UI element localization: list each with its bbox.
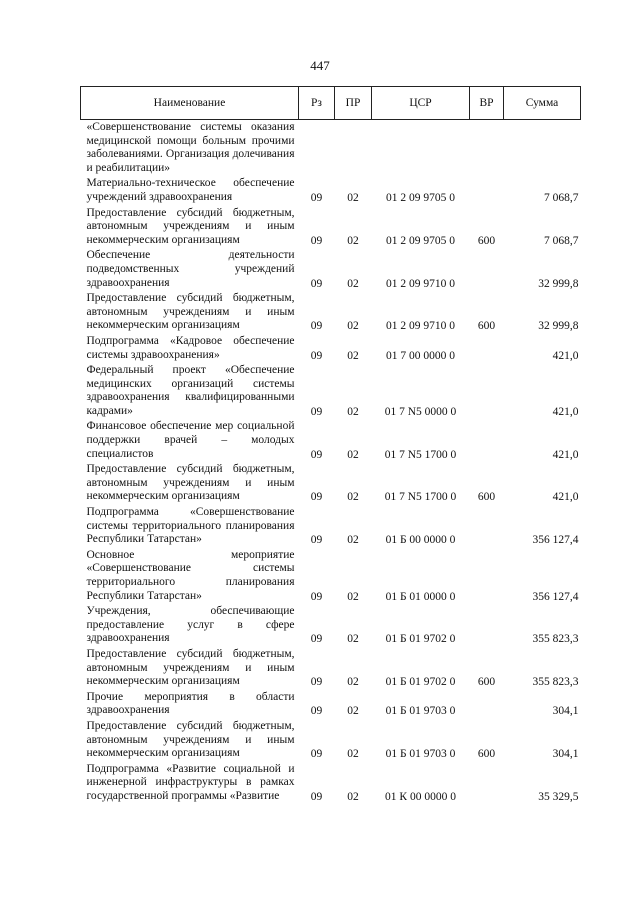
cell-csr: 01 7 N5 1700 0 <box>384 491 457 504</box>
cell-sum: 421,0 <box>552 448 579 461</box>
table-row <box>81 291 581 334</box>
cell-rz: 09 <box>310 234 323 247</box>
cell-rz: 09 <box>310 405 323 418</box>
cell-name: Учреждения, обеспечивающие предоставление услуг в сфере здравоохранения <box>86 605 295 645</box>
cell-name: Прочие мероприятия в области здравоохранения <box>86 690 295 717</box>
cell-pr: 02 <box>347 191 359 204</box>
cell-rz: 09 <box>310 320 323 333</box>
table-body <box>81 120 581 805</box>
cell-pr: 02 <box>347 320 359 333</box>
cell-csr: 01 7 00 0000 0 <box>386 349 455 362</box>
cell-vr: 600 <box>477 676 496 689</box>
table-row <box>81 647 581 690</box>
table-row <box>81 334 581 363</box>
cell-vr <box>470 762 504 805</box>
cell-name: Предоставление субсидий бюджетным, автономным учреждениям и иным некоммерческим организациям <box>86 206 295 246</box>
budget-table-container <box>80 86 580 805</box>
cell-sum: 35 329,5 <box>538 790 579 803</box>
cell-name: Предоставление субсидий бюджетным, автономным учреждениям и иным некоммерческим организациям <box>86 647 295 688</box>
cell-sum: 304,1 <box>552 748 579 761</box>
cell-name: Основное мероприятие «Совершенствование системы территориального планирования Республики Татарстан» <box>86 548 295 602</box>
table-header <box>81 87 581 120</box>
cell-sum: 421,0 <box>552 405 579 418</box>
cell-vr <box>470 604 504 647</box>
cell-pr: 02 <box>347 790 359 803</box>
cell-name: Федеральный проект «Обеспечение медицинских организаций системы здравоохранения квалифицированными кадрами» <box>86 364 295 417</box>
cell-pr: 02 <box>347 405 359 418</box>
table-row <box>81 719 581 762</box>
cell-pr: 02 <box>347 590 359 603</box>
cell-name: Предоставление субсидий бюджетным, автономным учреждениям и иным некоммерческим организациям <box>86 463 295 503</box>
cell-rz: 09 <box>310 748 323 761</box>
cell-vr: 600 <box>477 748 496 761</box>
cell-csr: 01 2 09 9705 0 <box>386 234 455 247</box>
cell-csr: 01 2 09 9710 0 <box>386 320 455 333</box>
cell-vr: 600 <box>477 320 496 333</box>
cell-rz: 09 <box>310 790 323 803</box>
cell-vr: 600 <box>477 234 496 247</box>
header-csr: ЦСР <box>372 87 470 120</box>
table-row <box>81 176 581 205</box>
table-row <box>81 206 581 249</box>
cell-rz: 09 <box>310 590 323 603</box>
cell-sum: 7 068,7 <box>544 191 579 204</box>
cell-name: Подпрограмма «Совершенствование системы территориального планирования Республики Татарстан» <box>86 506 295 546</box>
cell-csr: 01 2 09 9710 0 <box>386 277 455 290</box>
cell-rz: 09 <box>310 349 323 362</box>
cell-pr: 02 <box>347 633 359 646</box>
table-row <box>81 363 581 419</box>
cell-csr: 01 К 00 0000 0 <box>385 790 456 803</box>
cell-pr <box>335 120 372 177</box>
cell-vr <box>470 690 504 719</box>
cell-csr: 01 Б 00 0000 0 <box>385 534 456 547</box>
cell-csr: 01 Б 01 9702 0 <box>385 633 456 646</box>
cell-rz: 09 <box>310 534 323 547</box>
table-row <box>81 248 581 291</box>
table-row <box>81 419 581 462</box>
cell-vr <box>470 176 504 205</box>
cell-csr: 01 7 N5 0000 0 <box>384 405 457 418</box>
cell-vr <box>470 248 504 291</box>
cell-vr <box>470 548 504 604</box>
cell-pr: 02 <box>347 234 359 247</box>
cell-rz: 09 <box>310 191 323 204</box>
cell-rz: 09 <box>310 633 323 646</box>
cell-pr: 02 <box>347 676 359 689</box>
header-name: Наименование <box>81 87 299 120</box>
cell-sum: 356 127,4 <box>532 534 579 547</box>
table-row <box>81 762 581 805</box>
cell-sum: 356 127,4 <box>532 590 579 603</box>
cell-pr: 02 <box>347 748 359 761</box>
cell-pr: 02 <box>347 277 359 290</box>
cell-sum: 355 823,3 <box>532 676 579 689</box>
cell-vr <box>470 334 504 363</box>
cell-sum: 7 068,7 <box>544 234 579 247</box>
cell-csr: 01 7 N5 1700 0 <box>384 448 457 461</box>
cell-vr <box>470 419 504 462</box>
cell-name: Предоставление субсидий бюджетным, автономным учреждениям и иным некоммерческим организациям <box>86 719 295 760</box>
table-row <box>81 604 581 647</box>
cell-csr <box>372 120 470 177</box>
cell-pr: 02 <box>347 491 359 504</box>
page-number: 447 <box>310 58 330 73</box>
table-row <box>81 505 581 548</box>
cell-vr <box>470 120 504 177</box>
cell-csr: 01 2 09 9705 0 <box>386 191 455 204</box>
cell-sum: 32 999,8 <box>538 277 579 290</box>
header-row <box>81 87 581 120</box>
cell-pr: 02 <box>347 534 359 547</box>
cell-rz: 09 <box>310 491 323 504</box>
header-sum: Сумма <box>504 87 581 120</box>
header-pr: ПР <box>335 87 372 120</box>
cell-rz: 09 <box>310 448 323 461</box>
table-row <box>81 548 581 604</box>
cell-name: Предоставление субсидий бюджетным, автономным учреждениям и иным некоммерческим организациям <box>86 292 295 332</box>
cell-sum: 304,1 <box>552 705 579 718</box>
cell-csr: 01 Б 01 9702 0 <box>385 676 456 689</box>
table-row <box>81 462 581 505</box>
cell-rz <box>299 120 335 177</box>
cell-sum <box>504 120 581 177</box>
cell-vr: 600 <box>477 491 496 504</box>
table-row <box>81 690 581 719</box>
cell-pr: 02 <box>347 349 359 362</box>
header-rz: Рз <box>299 87 335 120</box>
cell-name: Финансовое обеспечение мер социальной поддержки врачей – молодых специалистов <box>86 420 295 460</box>
cell-sum: 32 999,8 <box>538 320 579 333</box>
cell-csr: 01 Б 01 9703 0 <box>385 705 456 718</box>
cell-pr: 02 <box>347 705 359 718</box>
cell-pr: 02 <box>347 448 359 461</box>
header-vr: ВР <box>470 87 504 120</box>
cell-rz: 09 <box>310 705 323 718</box>
cell-name: «Совершенствование системы оказания медицинской помощи больным прочими заболеваниями. Организация долечивания и реабилитации» <box>86 121 295 174</box>
cell-sum: 421,0 <box>552 349 579 362</box>
cell-name: Материально-техническое обеспечение учреждений здравоохранения <box>86 177 295 203</box>
cell-name: Подпрограмма «Развитие социальной и инженерной инфраструктуры в рамках государственной программы «Развитие <box>86 762 295 802</box>
cell-name: Обеспечение деятельности подведомственных учреждений здравоохранения <box>86 249 295 289</box>
cell-vr <box>470 505 504 548</box>
cell-csr: 01 Б 01 0000 0 <box>385 590 456 603</box>
cell-rz: 09 <box>310 676 323 689</box>
cell-csr: 01 Б 01 9703 0 <box>385 748 456 761</box>
budget-table <box>80 86 581 805</box>
table-row <box>81 120 581 177</box>
cell-rz: 09 <box>310 277 323 290</box>
cell-name: Подпрограмма «Кадровое обеспечение системы здравоохранения» <box>86 334 295 361</box>
cell-sum: 355 823,3 <box>532 633 579 646</box>
cell-vr <box>470 363 504 419</box>
cell-sum: 421,0 <box>552 491 579 504</box>
